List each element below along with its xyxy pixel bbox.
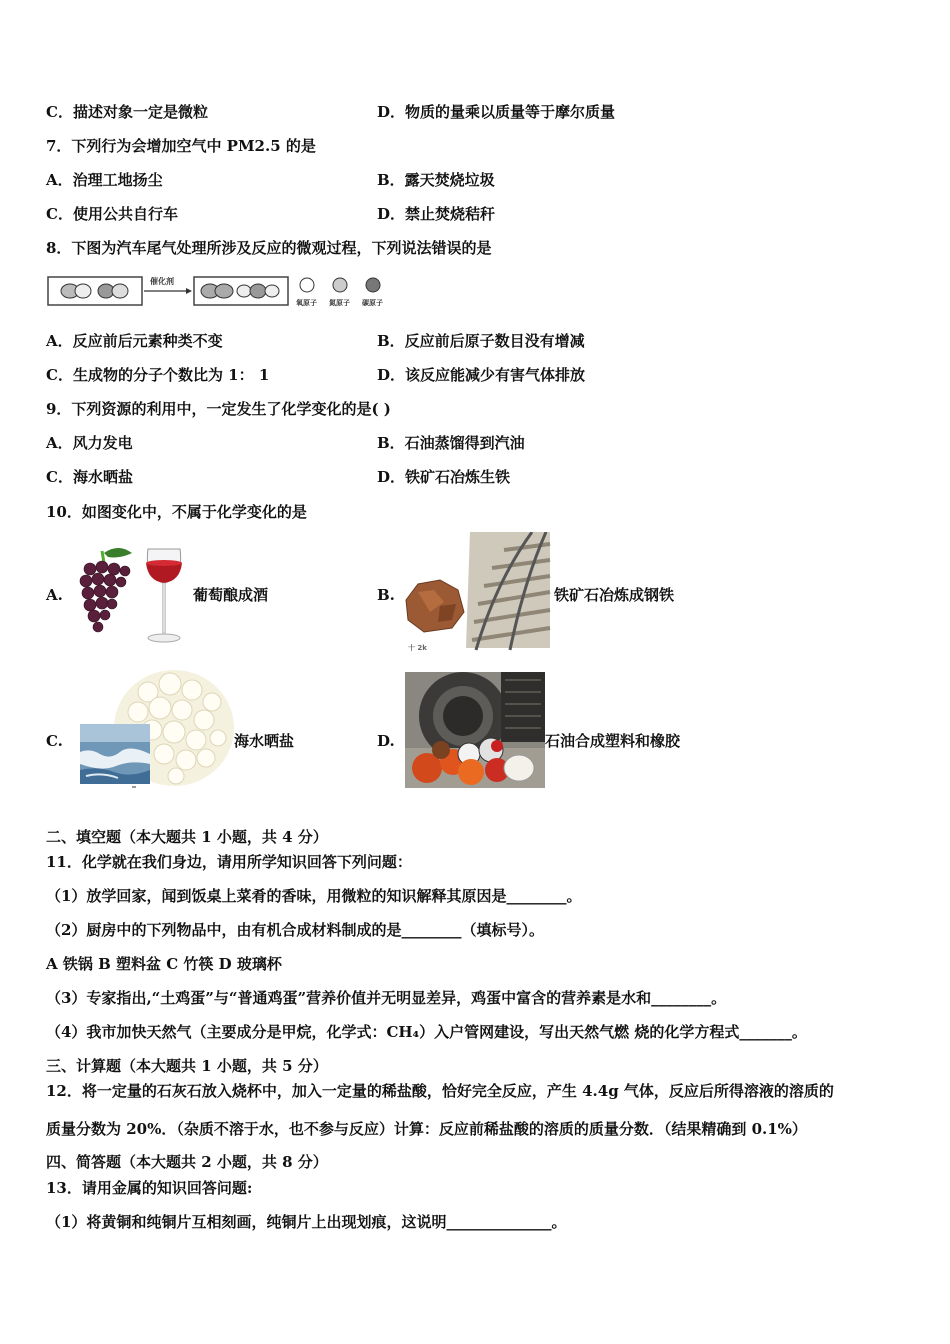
section-3-title: 三、计算题（本大题共 1 小题，共 5 分） [46,1057,328,1075]
carbon-atom-legend [366,278,380,292]
q9-option-b: B．石油蒸馏得到汽油 [377,434,525,452]
q10-option-c-caption: 海水晒盐 [234,732,295,750]
q7-option-d: D．禁止焚烧秸秆 [377,205,496,223]
legend-carbon: 碳原子 [362,299,383,307]
q12-line-1: 12．将一定量的石灰石放入烧杯中，加入一定量的稀盐酸，恰好完全反应，产生 4.4g 气体，反应后所得溶液的溶质的 [46,1082,834,1100]
q11-part-1: （1）放学回家，闻到饭桌上菜肴的香味，用微粒的知识解释其原因是________。 [46,887,582,905]
reactant-molecules [61,284,128,298]
q9-option-a: A．风力发电 [46,434,133,452]
q11-part-2-options: A 铁锅 B 塑料盆 C 竹筷 D 玻璃杯 [46,955,282,973]
q10-stem: 10．如图变化中，不属于化学变化的是 [46,503,307,521]
q8-option-c: C．生成物的分子个数比为 1： 1 [46,366,270,384]
q7-option-b: B．露天焚烧垃圾 [377,171,495,189]
catalyst-label: 催化剂 [150,277,174,286]
grapes-wine-image [74,543,190,647]
q11-part-3: （3）专家指出,“土鸡蛋”与“普通鸡蛋”营养价值并无明显差异，鸡蛋中富含的营养素是水和________。 [46,989,727,1007]
legend-oxygen: 氧原子 [296,299,317,307]
q10-option-a-caption: 葡萄酿成酒 [193,586,269,604]
section-4-title: 四、简答题（本大题共 2 小题，共 8 分） [46,1153,328,1171]
q9-option-d: D．铁矿石冶炼生铁 [377,468,511,486]
q6-option-d: D．物质的量乘以质量等于摩尔质量 [377,103,616,121]
q13-stem: 13．请用金属的知识回答问题: [46,1179,253,1197]
q10-option-b-letter: B. [377,586,395,604]
q12-line-2: 质量分数为 20%．（杂质不溶于水，也不参与反应）计算：反应前稀盐酸的溶质的质量分数．（结果精确到 0.1%） [46,1120,807,1138]
q7-option-a: A．治理工地扬尘 [46,171,163,189]
sea-photo [80,724,150,784]
q7-stem: 7．下列行为会增加空气中 PM2.5 的是 [46,137,316,155]
q8-option-d: D．该反应能减少有害气体排放 [377,366,586,384]
legend-nitrogen: 氮原子 [329,299,350,307]
q8-option-b: B．反应前后原子数目没有增减 [377,332,585,350]
tiny-caption: 十 2k [408,644,427,652]
wine-glass [146,549,182,642]
q8-stem: 8．下图为汽车尾气处理所涉及反应的微观过程，下列说法错误的是 [46,239,492,257]
sea-salt-image [78,668,234,790]
iron-ore-rails-image [400,532,552,654]
q13-part-1: （1）将黄铜和纯铜片互相刻画，纯铜片上出现划痕，这说明______________。 [46,1213,567,1231]
q6-option-c: C．描述对象一定是微粒 [46,103,208,121]
reaction-diagram [44,270,404,312]
q8-option-a: A．反应前后元素种类不变 [46,332,223,350]
plastics-rubber-image [405,672,545,788]
q9-option-c: C．海水晒盐 [46,468,133,486]
product-molecules [201,284,279,298]
q11-stem: 11．化学就在我们身边，请用所学知识回答下列问题： [46,853,412,871]
grape-bunch [80,548,132,632]
q7-option-c: C．使用公共自行车 [46,205,178,223]
q10-option-d-letter: D. [377,732,395,750]
q11-part-4: （4）我市加快天然气（主要成分是甲烷，化学式：CH₄）入户管网建设，写出天然气燃 烧的化学方程式_______。 [46,1023,807,1041]
q9-stem: 9．下列资源的利用中，一定发生了化学变化的是( ) [46,400,391,418]
nitrogen-atom-legend [333,278,347,292]
q11-part-2: （2）厨房中的下列物品中，由有机合成材料制成的是________（填标号）。 [46,921,544,939]
section-2-title: 二、填空题（本大题共 1 小题，共 4 分） [46,828,328,846]
iron-ore-rock [406,580,464,632]
q10-option-d-caption: 石油合成塑料和橡胶 [545,732,681,750]
q10-option-a-letter: A. [46,586,63,604]
q10-option-c-letter: C. [46,732,63,750]
q10-option-b-caption: 铁矿石冶炼成钢铁 [554,586,675,604]
oxygen-atom-legend [300,278,314,292]
railway-track [466,532,550,650]
